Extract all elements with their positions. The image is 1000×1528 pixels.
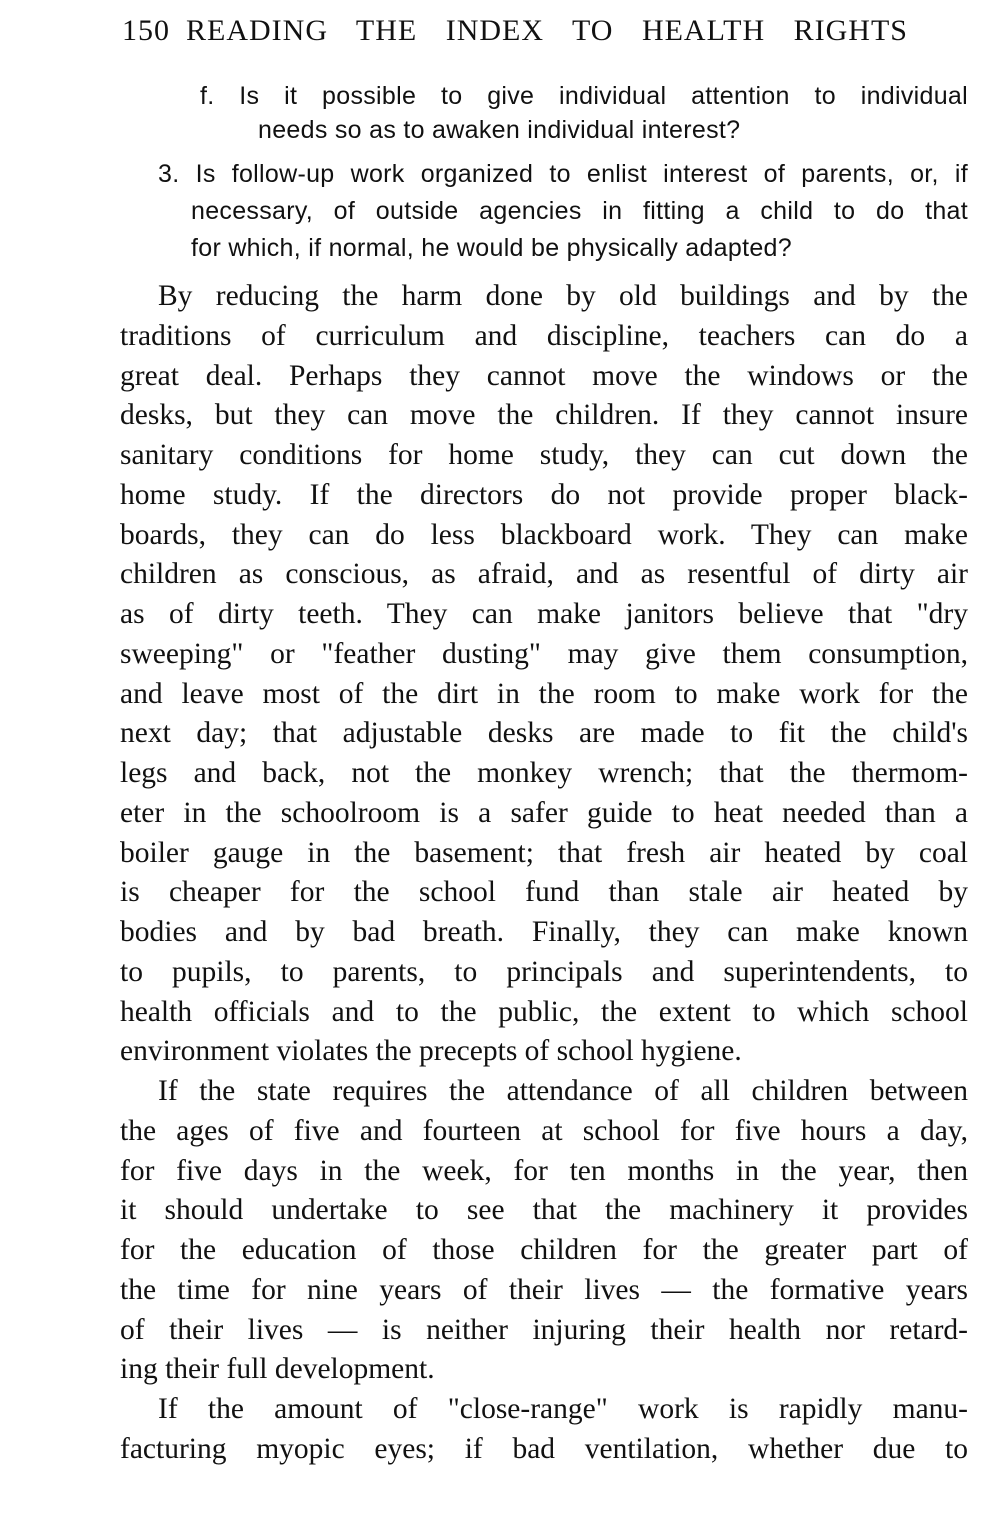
paragraph-line: sweeping" or "feather dusting" may give them consumption,: [120, 638, 968, 670]
paragraph-line: to pupils, to parents, to principals and superintendents, to: [120, 956, 968, 988]
paragraph-line: is cheaper for the school fund than stale air heated by: [120, 876, 968, 908]
paragraph-line: next day; that adjustable desks are made to fit the child's: [120, 717, 968, 749]
paragraph-line: boards, they can do less blackboard work. They can make: [120, 519, 968, 551]
paragraph-line: If the amount of "close-range" work is rapidly manu-: [158, 1393, 968, 1425]
paragraph-line: By reducing the harm done by old buildings and by the: [158, 280, 968, 312]
question-line: 3. Is follow-up work organized to enlist interest of parents, or, if: [158, 160, 968, 188]
paragraph-line: and leave most of the dirt in the room to make work for the: [120, 678, 968, 710]
paragraph-line: legs and back, not the monkey wrench; that the thermom-: [120, 757, 968, 789]
paragraph-line: it should undertake to see that the machinery it provides: [120, 1194, 968, 1226]
paragraph-line: the time for nine years of their lives — the formative years: [120, 1274, 968, 1306]
paragraph-line: for five days in the week, for ten months in the year, then: [120, 1155, 968, 1187]
paragraph-line: desks, but they can move the children. If they cannot insure: [120, 399, 968, 431]
paragraph-line: eter in the schoolroom is a safer guide to heat needed than a: [120, 797, 968, 829]
paragraph-line: as of dirty teeth. They can make janitors believe that "dry: [120, 598, 968, 630]
paragraph-line: facturing myopic eyes; if bad ventilation, whether due to: [120, 1433, 968, 1465]
page-number: 150: [122, 14, 170, 47]
question-line: necessary, of outside agencies in fitting a child to do that: [191, 197, 968, 225]
paragraph-line: boiler gauge in the basement; that fresh air heated by coal: [120, 837, 968, 869]
question-line: for which, if normal, he would be physically adapted?: [191, 234, 792, 262]
paragraph-line: for the education of those children for the greater part of: [120, 1234, 968, 1266]
paragraph-line: bodies and by bad breath. Finally, they can make known: [120, 916, 968, 948]
paragraph-line: sanitary conditions for home study, they can cut down the: [120, 439, 968, 471]
running-title: READING THE INDEX TO HEALTH RIGHTS: [186, 14, 908, 47]
paragraph-line: great deal. Perhaps they cannot move the windows or the: [120, 360, 968, 392]
running-header: [122, 14, 908, 48]
paragraph-line: the ages of five and fourteen at school for five hours a day,: [120, 1115, 968, 1147]
paragraph-line: of their lives — is neither injuring their health nor retard-: [120, 1314, 968, 1346]
paragraph-line: health officials and to the public, the extent to which school: [120, 996, 968, 1028]
question-line: f. Is it possible to give individual attention to individual: [200, 82, 968, 110]
question-line: needs so as to awaken individual interest?: [258, 116, 741, 144]
paragraph-line: ing their full development.: [120, 1353, 435, 1385]
paragraph-line: children as conscious, as afraid, and as resentful of dirty air: [120, 558, 968, 590]
paragraph-line: environment violates the precepts of school hygiene.: [120, 1035, 742, 1067]
paragraph-line: If the state requires the attendance of all children between: [158, 1075, 968, 1107]
paragraph-line: home study. If the directors do not provide proper black-: [120, 479, 968, 511]
paragraph-line: traditions of curriculum and discipline, teachers can do a: [120, 320, 968, 352]
